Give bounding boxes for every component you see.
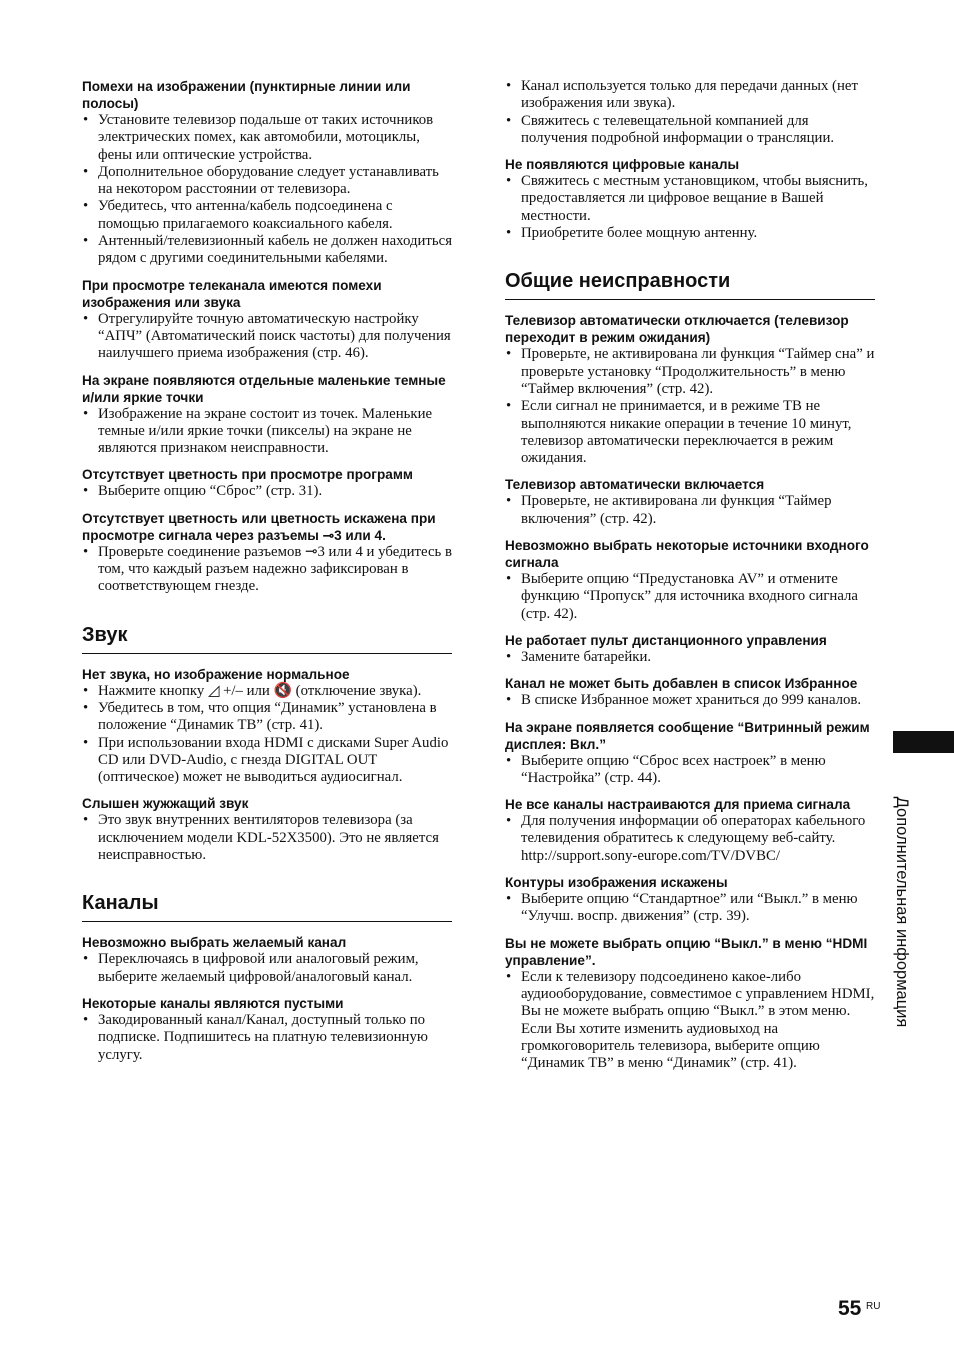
left-troubleshoot-blocks bbox=[82, 78, 452, 596]
solution-item: • Дополнительное оборудование следует устанавливать на некотором расстоянии от телевизора. bbox=[82, 164, 452, 199]
issue-heading: Отсутствует цветность или цветность искажена при просмотре сигнала через разъемы ⊸3 или 4. bbox=[82, 510, 436, 543]
solution-item: • Свяжитесь с телевещательной компанией для получения подробной информации о трансляции. bbox=[505, 113, 875, 148]
solution-item: • При использовании входа HDMI с дисками Super Audio CD или DVD-Audio, с гнезда DIGITAL OUT (оптическое) может не выводиться аудиосигнал. bbox=[82, 735, 452, 787]
solution-item: • Проверьте, не активирована ли функция “Таймер включения” (стр. 42). bbox=[505, 493, 875, 528]
issue-heading: На экране появляется сообщение “Витринный режим дисплея: Вкл.” bbox=[505, 719, 870, 752]
troubleshoot-block bbox=[505, 796, 875, 865]
solution-item: • Отрегулируйте точную автоматическую настройку “АПЧ” (Автоматический поиск частоты) для получения наилучшего приема изображения (стр. 46). bbox=[82, 311, 452, 363]
solution-item: • Свяжитесь с местным установщиком, чтобы выяснить, предоставляется ли цифровое вещание в Вашей местности. bbox=[505, 173, 875, 225]
solution-list bbox=[505, 649, 875, 666]
troubleshoot-block bbox=[82, 666, 452, 787]
page-number: 55 bbox=[838, 1297, 862, 1320]
solution-item: • Если сигнал не принимается, и в режиме ТВ не выполняются никакие операции в течение 10 минут, телевизор автоматически переключается в режим ожидания. bbox=[505, 398, 875, 467]
troubleshoot-block bbox=[505, 312, 875, 467]
issue-heading: Некоторые каналы являются пустыми bbox=[82, 995, 344, 1011]
left-column bbox=[82, 78, 452, 1064]
solution-item: • Выберите опцию “Предустановка AV” и отмените функцию “Пропуск” для источника входного сигнала (стр. 42). bbox=[505, 571, 875, 623]
solution-item: • Убедитесь в том, что опция “Динамик” установлена в положение “Динамик ТВ” (стр. 41). bbox=[82, 700, 452, 735]
solution-item: • Проверьте соединение разъемов ⊸3 или 4 и убедитесь в том, что каждый разъем надежно зафиксирован в соответствующем гнезде. bbox=[82, 544, 452, 596]
solution-list bbox=[505, 813, 875, 865]
solution-list bbox=[82, 544, 452, 596]
solution-list bbox=[82, 812, 452, 864]
troubleshoot-block bbox=[505, 476, 875, 528]
issue-heading: При просмотре телеканала имеются помехи изображения или звука bbox=[82, 277, 382, 310]
issue-heading: Вы не можете выбрать опцию “Выкл.” в меню “HDMI управление”. bbox=[505, 935, 868, 968]
troubleshoot-block bbox=[82, 78, 452, 268]
solution-item: • Закодированный канал/Канал, доступный только по подписке. Подпишитесь на платную телевизионную услугу. bbox=[82, 1012, 452, 1064]
solution-item: • Нажмите кнопку ◿ +/– или 🔇 (отключение звука). bbox=[82, 683, 452, 700]
solution-list bbox=[82, 683, 452, 787]
section-title-general: Общие неисправности bbox=[505, 268, 875, 300]
issue-heading: Помехи на изображении (пунктирные линии или полосы) bbox=[82, 79, 411, 111]
troubleshoot-block bbox=[505, 874, 875, 926]
solution-item: • Установите телевизор подальше от таких источников электрических помех, как автомобили, мотоциклы, фены или оптические устройства. bbox=[82, 112, 452, 164]
troubleshoot-block bbox=[82, 372, 452, 458]
issue-heading: Отсутствует цветность при просмотре программ bbox=[82, 467, 413, 483]
issue-heading: Невозможно выбрать желаемый канал bbox=[82, 935, 347, 951]
solution-item: • Выберите опцию “Сброс всех настроек” в меню “Настройка” (стр. 44). bbox=[505, 753, 875, 788]
solution-list bbox=[82, 483, 452, 500]
general-blocks bbox=[505, 312, 875, 1072]
solution-list bbox=[505, 891, 875, 926]
solution-list bbox=[82, 1012, 452, 1064]
solution-item: • Это звук внутренних вентиляторов телевизора (за исключением модели KDL-52X3500). Это не является неисправностью. bbox=[82, 812, 452, 864]
solution-list bbox=[82, 311, 452, 363]
troubleshoot-block bbox=[82, 995, 452, 1064]
troubleshoot-block bbox=[82, 277, 452, 363]
solution-list bbox=[505, 571, 875, 623]
solution-list bbox=[505, 969, 875, 1073]
issue-heading: Невозможно выбрать некоторые источники входного сигнала bbox=[505, 538, 869, 571]
solution-item: • Переключаясь в цифровой или аналоговый режим, выберите желаемый цифровой/аналоговый канал. bbox=[82, 951, 452, 986]
solution-list bbox=[505, 692, 875, 709]
solution-item: • Изображение на экране состоит из точек. Маленькие темные и/или яркие точки (пикселы) на экране не являются признаком неисправности. bbox=[82, 406, 452, 458]
sound-blocks bbox=[82, 666, 452, 865]
solution-list bbox=[82, 406, 452, 458]
troubleshoot-block bbox=[82, 466, 452, 500]
issue-heading: На экране появляются отдельные маленькие темные и/или яркие точки bbox=[82, 372, 446, 405]
solution-item: • Выберите опцию “Сброс” (стр. 31). bbox=[82, 483, 452, 500]
troubleshoot-block bbox=[505, 156, 875, 242]
right-column bbox=[505, 78, 875, 1072]
solution-list bbox=[505, 493, 875, 528]
solution-item: • Выберите опцию “Стандартное” или “Выкл.” в меню “Улучш. воспр. движения” (стр. 39). bbox=[505, 891, 875, 926]
solution-item: • Приобретите более мощную антенну. bbox=[505, 225, 875, 242]
page-language: RU bbox=[866, 1301, 881, 1312]
solution-list bbox=[505, 346, 875, 467]
solution-list bbox=[82, 951, 452, 986]
issue-heading: Не все каналы настраиваются для приема сигнала bbox=[505, 797, 851, 813]
solution-item: • Убедитесь, что антенна/кабель подсоединена с помощью прилагаемого коаксиального кабеля. bbox=[82, 198, 452, 233]
digital-channels-blocks bbox=[505, 156, 875, 242]
troubleshoot-block bbox=[505, 719, 875, 788]
troubleshoot-block bbox=[505, 675, 875, 709]
channels-blocks bbox=[82, 934, 452, 1063]
issue-heading: Телевизор автоматически включается bbox=[505, 477, 765, 493]
solution-item: • Если к телевизору подсоединено какое-либо аудиооборудование, совместимое с управлением HDMI, Вы не можете выбрать опцию “Выкл.” в этом меню. Если Вы хотите изменить аудиовыход на громкоговоритель телевизора, выберите опцию “Динамик ТВ” в меню “Динамик” (стр. 41). bbox=[505, 969, 875, 1073]
troubleshoot-block bbox=[505, 935, 875, 1073]
section-tab-marker bbox=[893, 731, 954, 753]
solution-item: • Замените батарейки. bbox=[505, 649, 875, 666]
solution-list bbox=[505, 753, 875, 788]
troubleshoot-block bbox=[82, 510, 452, 596]
solution-item: • Антенный/телевизионный кабель не должен находиться рядом с другими соединительными кабелями. bbox=[82, 233, 452, 268]
issue-heading: Нет звука, но изображение нормальное bbox=[82, 666, 350, 682]
troubleshoot-block bbox=[505, 537, 875, 623]
issue-heading: Телевизор автоматически отключается (телевизор переходит в режим ожидания) bbox=[505, 313, 849, 346]
side-section-label: Дополнительная информация bbox=[893, 796, 911, 1028]
solution-item: • Канал используется только для передачи данных (нет изображения или звука). bbox=[505, 78, 875, 113]
section-title-sound: Звук bbox=[82, 622, 452, 654]
solution-list bbox=[82, 112, 452, 268]
solution-item: • В списке Избранное может храниться до 999 каналов. bbox=[505, 692, 875, 709]
issue-heading: Контуры изображения искажены bbox=[505, 875, 728, 891]
solution-item: • Проверьте, не активирована ли функция “Таймер сна” и проверьте установку “Продолжительность” в меню “Таймер включения” (стр. 42). bbox=[505, 346, 875, 398]
continued-list bbox=[505, 78, 875, 147]
issue-heading: Слышен жужжащий звук bbox=[82, 796, 249, 812]
section-title-channels: Каналы bbox=[82, 890, 452, 922]
issue-heading: Канал не может быть добавлен в список Избранное bbox=[505, 676, 858, 692]
solution-list bbox=[505, 173, 875, 242]
troubleshoot-block bbox=[82, 934, 452, 986]
issue-heading: Не работает пульт дистанционного управления bbox=[505, 632, 827, 648]
issue-heading: Не появляются цифровые каналы bbox=[505, 157, 740, 173]
troubleshoot-block bbox=[505, 632, 875, 666]
solution-item: • Для получения информации об операторах кабельного телевидения обратитесь к следующему веб-сайту. http://support.sony-europe.com/TV/DVBC/ bbox=[505, 813, 875, 865]
troubleshoot-block bbox=[82, 795, 452, 864]
